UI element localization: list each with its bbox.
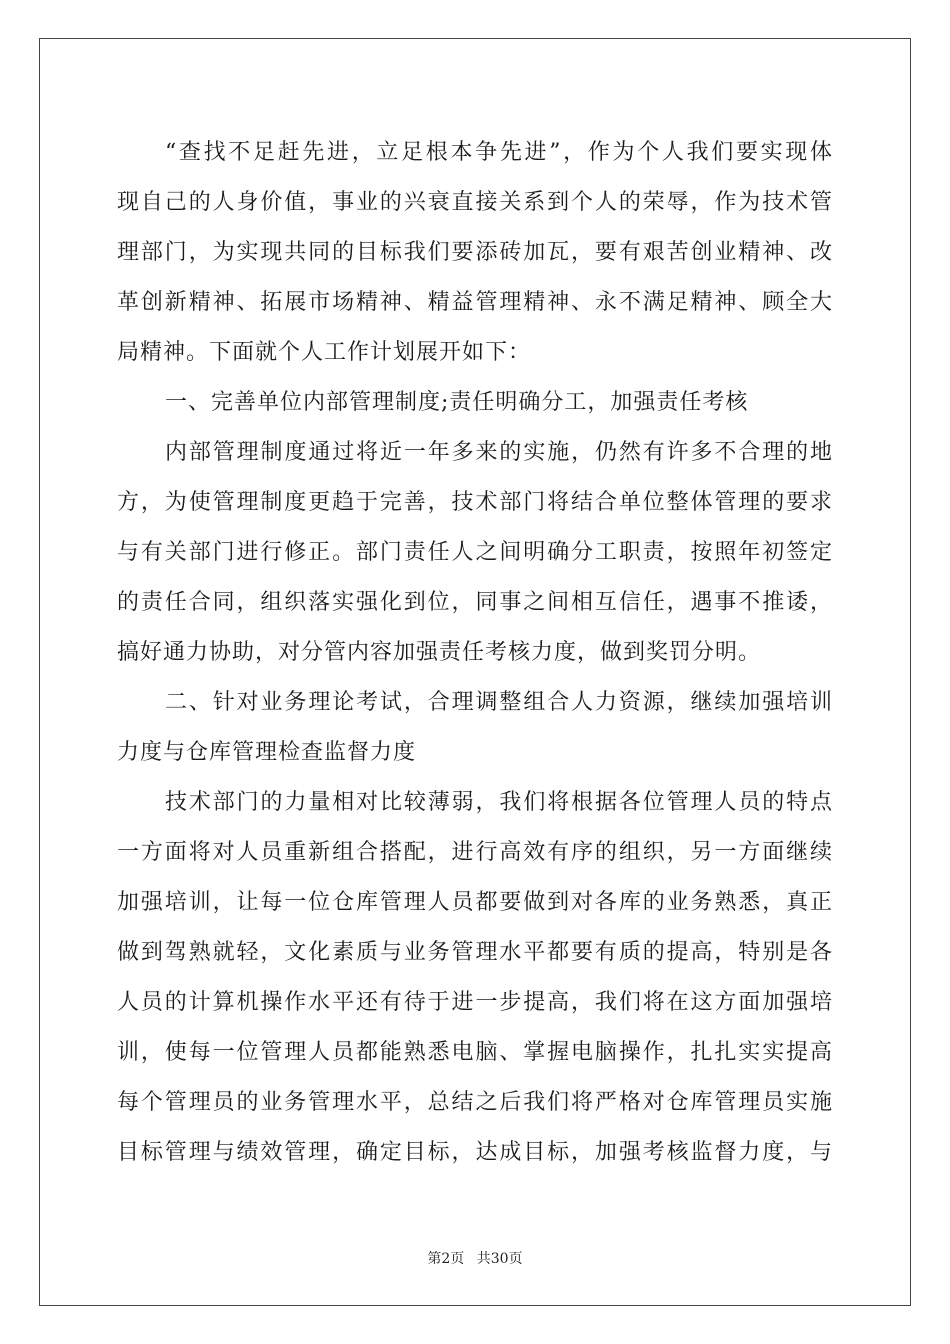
text-line: 理部门，为实现共同的目标我们要添砖加瓦，要有艰苦创业精神、改: [117, 240, 833, 265]
page-footer: [0, 1248, 950, 1268]
text-line: 一方面将对人员重新组合搭配，进行高效有序的组织，另一方面继续: [117, 840, 833, 865]
text-line: 训，使每一位管理人员都能熟悉电脑、掌握电脑操作，扎扎实实提高: [117, 1040, 833, 1065]
text-line: 做到驾熟就轻，文化素质与业务管理水平都要有质的提高，特别是各: [117, 940, 833, 965]
text-line: 革创新精神、拓展市场精神、精益管理精神、永不满足精神、顾全大: [117, 290, 833, 315]
text-line: 方，为使管理制度更趋于完善，技术部门将结合单位整体管理的要求: [117, 490, 833, 515]
text-line: 每个管理员的业务管理水平，总结之后我们将严格对仓库管理员实施: [117, 1090, 833, 1115]
document-body: [117, 128, 833, 1178]
heading-line: 一、完善单位内部管理制度;责任明确分工，加强责任考核: [165, 390, 749, 415]
text-line: 现自己的人身价值，事业的兴衰直接关系到个人的荣辱，作为技术管: [117, 190, 833, 215]
text-line: 搞好通力协助，对分管内容加强责任考核力度，做到奖罚分明。: [117, 640, 762, 665]
page-total: 共30页: [476, 1251, 523, 1267]
heading-line: 二、针对业务理论考试，合理调整组合人力资源，继续加强培训: [165, 690, 833, 715]
text-line: 局精神。下面就个人工作计划展开如下：: [117, 340, 532, 365]
text-line: 人员的计算机操作水平还有待于进一步提高，我们将在这方面加强培: [117, 990, 833, 1015]
text-line: 的责任合同，组织落实强化到位，同事之间相互信任，遇事不推诿，: [117, 590, 833, 615]
paragraph-section-2: [117, 778, 833, 1178]
section-heading-1: [117, 378, 833, 428]
text-line: 目标管理与绩效管理，确定目标，达成目标，加强考核监督力度，与: [117, 1140, 833, 1165]
text-line: “查找不足赶先进，立足根本争先进”，作为个人我们要实现体: [165, 140, 833, 165]
heading-line: 力度与仓库管理检查监督力度: [117, 740, 417, 765]
paragraph-intro: [117, 128, 833, 378]
text-line: 与有关部门进行修正。部门责任人之间明确分工职责，按照年初签定: [117, 540, 833, 565]
text-line: 技术部门的力量相对比较薄弱，我们将根据各位管理人员的特点: [165, 790, 833, 815]
paragraph-section-1: [117, 428, 833, 678]
text-line: 内部管理制度通过将近一年多来的实施，仍然有许多不合理的地: [165, 440, 833, 465]
section-heading-2: [117, 678, 833, 778]
page-number: 第2页: [427, 1251, 465, 1267]
text-line: 加强培训，让每一位仓库管理人员都要做到对各库的业务熟悉，真正: [117, 890, 833, 915]
